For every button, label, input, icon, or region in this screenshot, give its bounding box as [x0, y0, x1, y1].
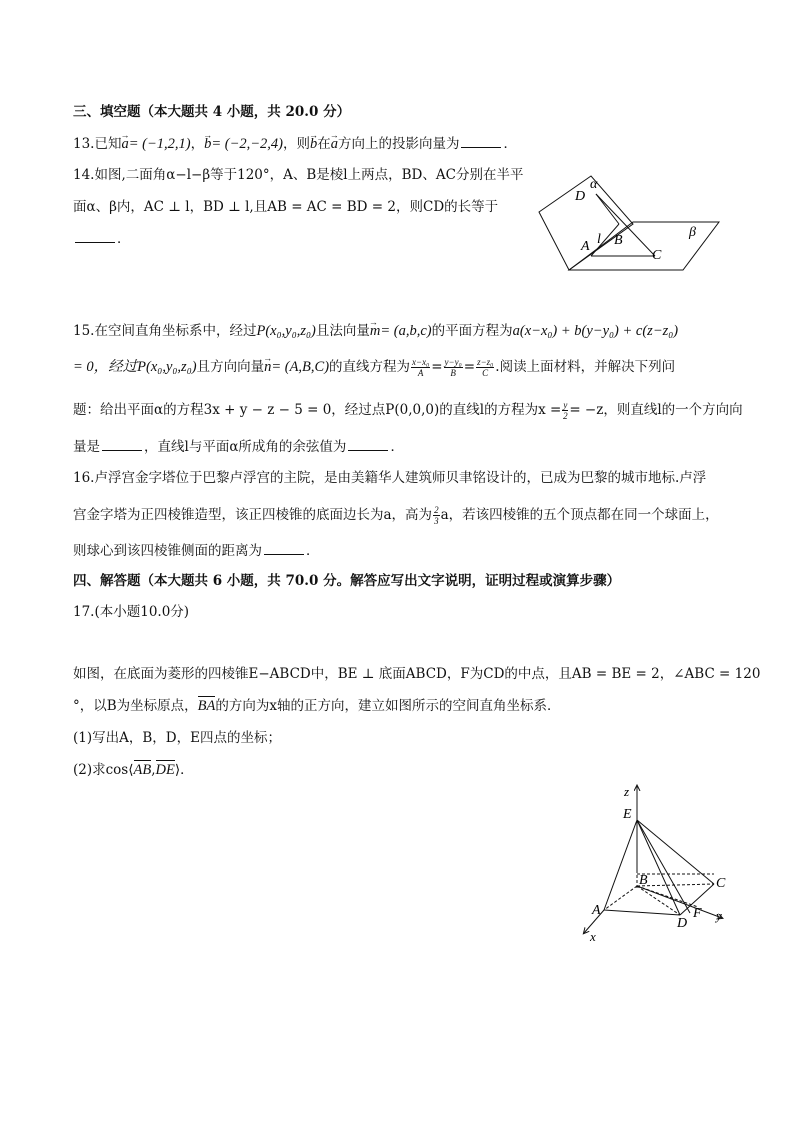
label-B: B [639, 873, 648, 888]
label-D: D [575, 189, 586, 204]
question-15-line-2: = 0，经过P(x₀,y₀,z₀)且方向向量→ n= (A,B,C)的直线方程为 $\frac{\text{x−x₀}}{A}$ = $\frac{\text{y−y₀}}{B}$ = $\frac{\text{z−z₀}}{C}$ .阅读上面材料，并解决下列问 [73, 357, 675, 378]
label-C: C [716, 876, 726, 891]
question-16-line-2: 宫金字塔为正四棱锥造型，该正四棱锥的底面边长为a，高为 $\frac{2}{3}$ a，若该四棱锥的五个顶点都在同一个球面上， [73, 505, 719, 526]
vector-b: → b [204, 135, 211, 153]
edge-EF [637, 820, 690, 913]
question-17-header: 17.(本小题10.0分) [73, 604, 190, 620]
label-C: C [652, 248, 662, 263]
label-F: F [693, 906, 702, 921]
label-y: y [716, 908, 722, 923]
answer-blank[interactable] [461, 136, 501, 148]
answer-blank[interactable] [102, 439, 142, 451]
question-15-line-1: 15.在空间直角坐标系中，经过P(x₀,y₀,z₀)且法向量→ m= (a,b,c)的平面方程为a(x−x₀) + b(y−y₀) + c(z−z₀) [73, 322, 678, 340]
label-alpha: α [590, 177, 598, 192]
label-A: A [581, 239, 590, 254]
question-14-line-3: ． [73, 230, 131, 248]
vector-AB: AB [133, 762, 152, 778]
question-17-part-2: (2)求cos⟨AB,DE⟩． [73, 762, 194, 778]
vector-a: → a [121, 135, 128, 153]
edge-AD [604, 910, 680, 915]
question-17-part-1: (1)写出A，B，D，E四点的坐标； [73, 730, 281, 746]
label-z: z [624, 784, 630, 799]
answer-blank[interactable] [75, 231, 115, 243]
question-14-line-1: 14.如图,二面角α−l−β等于120°，A、B是棱l上两点，BD、AC分别在半平 [73, 167, 524, 183]
question-16-line-1: 16.卢浮宫金字塔位于巴黎卢浮宫的主院，是由美籍华人建筑师贝聿铭设计的，已成为巴黎的城市地标.卢浮 [73, 470, 707, 486]
answer-blank[interactable] [264, 543, 304, 555]
vector-DE: DE [155, 762, 175, 778]
section-4-title: 四、解答题（本大题共 6 小题，共 70.0 分。解答应写出文字说明，证明过程或演算步骤） [73, 573, 621, 589]
label-B: B [614, 233, 623, 248]
plane-beta [569, 222, 719, 270]
segment-BD [596, 194, 619, 224]
label-beta: β [689, 225, 696, 240]
label-E: E [623, 807, 632, 822]
answer-blank[interactable] [348, 439, 388, 451]
question-15-line-4: 量是 ，直线l与平面α所成角的余弦值为 ． [73, 439, 404, 455]
dihedral-angle-figure [535, 166, 720, 276]
question-17-line-1: 如图，在底面为菱形的四棱锥E−ABCD中，BE ⊥ 底面ABCD，F为CD的中点，且AB = BE = 2，∠ABC = 120 [73, 666, 761, 682]
label-l: l [597, 232, 601, 247]
segment-CD [596, 194, 655, 256]
question-16-line-3: 则球心到该四棱锥侧面的距离为 ． [73, 543, 320, 559]
edge-EA [604, 820, 637, 910]
question-17-line-2: °，以B为坐标原点，BA的方向为x轴的正方向，建立如图所示的空间直角坐标系． [73, 698, 561, 714]
label-D: D [677, 916, 688, 931]
question-14-line-2: 面α、β内，AC ⊥ l，BD ⊥ l,且AB = AC = BD = 2，则CD的长等于 [73, 199, 499, 215]
section-3-title: 三、填空题（本大题共 4 小题，共 20.0 分） [73, 104, 351, 120]
question-13: 13.已知→ a= (−1,2,1)，→ b= (−2,−2,4)，则→ b在→ a方向上的投影向量为 ． [73, 135, 517, 153]
question-15-line-3: 题：给出平面α的方程3x + y − z − 5 = 0，经过点P(0,0,0)的直线l的方程为x = $\frac{y}{2}$ = −z，则直线l的一个方向向 [73, 400, 743, 421]
label-A: A [592, 903, 601, 918]
label-x: x [590, 929, 596, 944]
vector-BA: BA [197, 698, 216, 714]
pyramid-figure [570, 778, 740, 946]
